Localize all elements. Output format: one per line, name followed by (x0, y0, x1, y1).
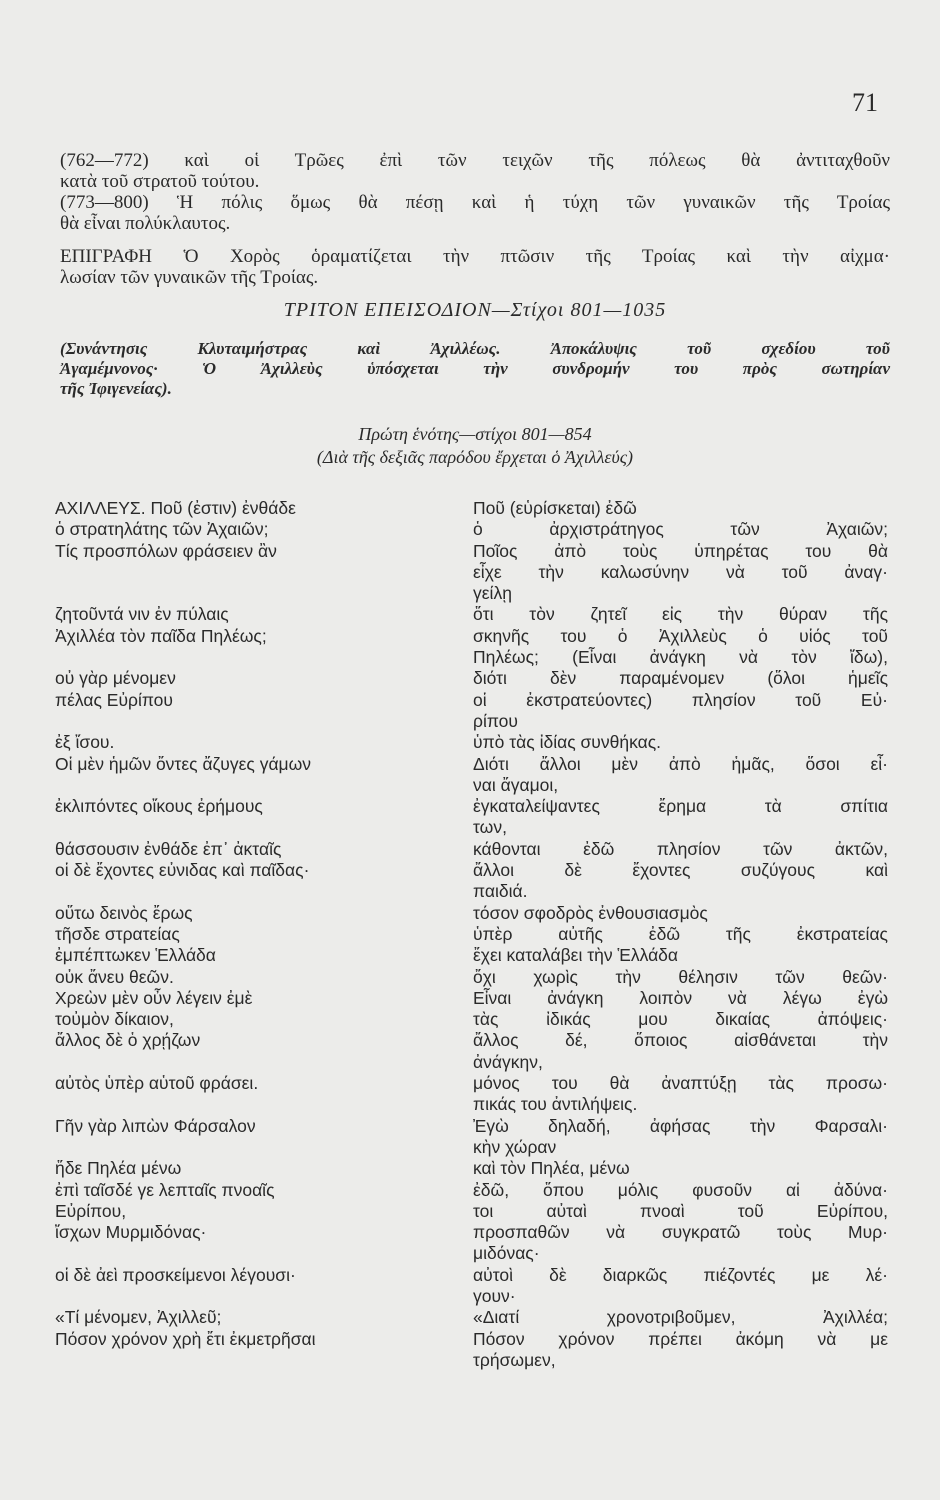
translation-line: ναι ἄγαμοι, (473, 774, 559, 795)
greek-verse-line (55, 583, 450, 604)
greek-verse-line: Πόσον χρόνον χρὴ ἔτι ἐκμετρῆσαι (55, 1328, 316, 1349)
greek-verse-line: Ἀχιλλέα τὸν παῖδα Πηλέως; (55, 625, 267, 646)
greek-verse-line: Γῆν γὰρ λιπὼν Φάρσαλον (55, 1115, 256, 1136)
translation-line: μιδόνας· (473, 1243, 540, 1264)
greek-verse-line (55, 1243, 450, 1264)
greek-verse-line: οἱ δὲ ἔχοντες εὐνιδας καὶ παῖδας· (55, 860, 310, 881)
greek-verse-line (55, 562, 450, 583)
greek-verse-line: ὁ στρατηλάτης τῶν Ἀχαιῶν; (55, 519, 269, 540)
translation-line: διότι δὲν παραμένομεν (ὅλοι ἡμεῖς (473, 668, 888, 689)
intro-line: (762—772) καὶ οἱ Τρῶες ἐπὶ τῶν τειχῶν τῆς πόλεως θὰ ἀντιταχθοῦν (60, 150, 890, 171)
translation-line: κάθονται ἐδῶ πλησίον τῶν ἀκτῶν, (473, 838, 888, 859)
translation-line: ἄλλος δέ, ὅποιος αἰσθάνεται τὴν (473, 1030, 888, 1051)
greek-verse-line (55, 775, 450, 796)
translation-line: εἶχε τὴν καλωσύνην νὰ τοῦ ἀναγ· (473, 561, 888, 582)
translation-line: σκηνῆς του ὁ Ἀχιλλεὺς ὁ υἱός τοῦ (473, 625, 888, 646)
greek-verse-line: ἐμπέπτωκεν Ἑλλάδα (55, 945, 216, 966)
greek-verse-line: «Τί μένομεν, Ἀχιλλεῦ; (55, 1307, 222, 1328)
translation-line: Εἶναι ἀνάγκη λοιπὸν νὰ λέγω ἐγὼ (473, 987, 888, 1008)
summary-line: Ἀγαμέμνονος· Ὁ Ἀχιλλεὺς ὑπόσχεται τὴν συνδρομήν του πρὸς σωτηρίαν (60, 359, 890, 378)
greek-verse-line: Εὐρίπου, (55, 1200, 127, 1221)
greek-verse-line: τῆσδε στρατείας (55, 923, 180, 944)
greek-verse-line: οὐκ ἄνευ θεῶν. (55, 966, 174, 987)
greek-verse-line (55, 1052, 450, 1073)
translation-line: προσπαθῶν νὰ συγκρατῶ τοὺς Μυρ· (473, 1222, 888, 1243)
translation-line: ἐδῶ, ὅπου μόλις φυσοῦν αἱ ἀδύνα· (473, 1179, 888, 1200)
greek-verse-line (55, 711, 450, 732)
summary-line: τῆς Ἰφιγενείας). (60, 379, 172, 398)
translation-line: Διότι ἄλλοι μὲν ἀπὸ ἡμᾶς, ὅσοι εἶ· (473, 753, 888, 774)
greek-verse-line: Χρεὼν μὲν οὖν λέγειν ἐμὲ (55, 987, 253, 1008)
original-text-column (55, 498, 450, 1350)
translation-line: ἄλλοι δὲ ἔχοντες συζύγους καὶ (473, 860, 888, 881)
translation-line: ὑπὲρ αὐτῆς ἐδῶ τῆς ἐκστρατείας (473, 923, 888, 944)
translation-line: Πόσον χρόνον πρέπει ἀκόμη νὰ με (473, 1328, 888, 1349)
greek-verse-line: οὐ γὰρ μένομεν (55, 668, 176, 689)
translation-line: τοι αὐταὶ πνοαὶ τοῦ Εὐρίπου, (473, 1200, 888, 1221)
translation-line: των, (473, 817, 507, 838)
greek-verse-line: ζητοῦντά νιν ἐν πύλαις (55, 604, 229, 625)
summary-line: (Συνάντησις Κλυταιμήστρας καὶ Ἀχιλλέως. Ἀποκάλυψις τοῦ σχεδίου τοῦ (60, 339, 890, 358)
translation-line: τρήσωμεν, (473, 1349, 556, 1370)
translation-line: «Διατί χρονοτριβοῦμεν, Ἀχιλλέα; (473, 1307, 888, 1328)
intro-line: κατὰ τοῦ στρατοῦ τούτου. (60, 171, 260, 192)
translation-line: τόσον σφοδρὸς ἐνθουσιασμὸς (473, 902, 708, 923)
intro-line: λωσίαν τῶν γυναικῶν τῆς Τροίας. (60, 267, 319, 288)
greek-verse-line: ἐκλιπόντες οἴκους ἐρήμους (55, 796, 263, 817)
translation-line: Ἐγὼ δηλαδή, ἀφήσας τὴν Φαρσαλι· (473, 1115, 888, 1136)
greek-verse-line: πέλας Εὐρίπου (55, 689, 173, 710)
translation-line: κὴν χώραν (473, 1136, 557, 1157)
translation-line: Πηλέως; (Εἶναι ἀνάγκη νὰ τὸν ἴδω), (473, 647, 888, 668)
greek-verse-line: Οἱ μὲν ἡμῶν ὄντες ἄζυγες γάμων (55, 753, 312, 774)
page-number: 71 (852, 88, 878, 117)
translation-line: Ποῖος ἀπὸ τοὺς ὑπηρέτας του θὰ (473, 540, 888, 561)
intro-line: (773—800) Ἡ πόλις ὅμως θὰ πέσῃ καὶ ἡ τύχη τῶν γυναικῶν τῆς Τροίας (60, 192, 890, 213)
unit-heading: Πρώτη ἑνότης—στίχοι 801—854 (358, 424, 592, 444)
greek-verse-line: ἐπὶ ταῖσδέ γε λεπταῖς πνοαῖς (55, 1179, 275, 1200)
greek-verse-line: ΑΧΙΛΛΕΥΣ. Ποῦ (ἐστιν) ἐνθάδε (55, 498, 296, 518)
greek-verse-line (55, 647, 450, 668)
greek-verse-line: αὐτὸς ὑπὲρ αὑτοῦ φράσει. (55, 1073, 259, 1094)
intro-block (60, 150, 890, 468)
translation-line: ἐγκαταλείψαντες ἔρημα τὰ σπίτια (473, 796, 888, 817)
greek-verse-line (55, 881, 450, 902)
translation-line: γείλῃ (473, 583, 512, 604)
greek-verse-line (55, 1094, 450, 1115)
translation-line: μόνος του θὰ ἀναπτύξῃ τὰς προσω· (473, 1073, 888, 1094)
translation-line: γουν· (473, 1285, 516, 1306)
translation-line: ὅτι τὸν ζητεῖ εἰς τὴν θύραν τῆς (473, 604, 888, 625)
intro-line: ΕΠΙΓΡΑΦΗ Ὁ Χορὸς ὁραματίζεται τὴν πτῶσιν τῆς Τροίας καὶ τὴν αἰχμα· (60, 246, 890, 267)
greek-verse-line: θάσσουσιν ἐνθάδε ἐπ᾽ ἀκταῖς (55, 838, 282, 859)
translation-line: οἱ ἐκστρατεύοντες) πλησίον τοῦ Εὐ· (473, 689, 888, 710)
translation-line: ἀνάγκην, (473, 1051, 543, 1072)
greek-verse-line (55, 1137, 450, 1158)
translation-line: καὶ τὸν Πηλέα, μένω (473, 1158, 630, 1179)
greek-verse-line: τοὐμὸν δίκαιον, (55, 1009, 174, 1030)
greek-verse-line: ἥδε Πηλέα μένω (55, 1158, 182, 1179)
translation-line: ὑπὸ τὰς ἰδίας συνθήκας. (473, 732, 662, 753)
greek-verse-line: ἐξ ἴσου. (55, 732, 115, 753)
intro-line: θὰ εἶναι πολύκλαυτος. (60, 213, 231, 234)
greek-verse-line: ἄλλος δὲ ὁ χρῄζων (55, 1030, 201, 1051)
translation-line: πικάς του ἀντιλήψεις. (473, 1094, 638, 1115)
episode-heading: ΤΡΙΤΟΝ ΕΠΕΙΣΟΔΙΟΝ—Στίχοι 801—1035 (283, 299, 667, 321)
greek-verse-line: οὕτω δεινὸς ἔρως (55, 902, 193, 923)
greek-verse-line (55, 1286, 450, 1307)
greek-verse-line: οἱ δὲ ἀεὶ προσκείμενοι λέγουσι· (55, 1264, 296, 1285)
translation-line: Ποῦ (εὑρίσκεται) ἐδῶ (473, 498, 637, 518)
translation-line: παιδιά. (473, 881, 528, 902)
unit-subheading: (Διὰ τῆς δεξιᾶς παρόδου ἔρχεται ὁ Ἀχιλλεύς) (316, 447, 634, 467)
translation-line: ρίπου (473, 710, 518, 731)
greek-verse-line (55, 817, 450, 838)
translation-line: τὰς ἰδικάς μου δικαίας ἀπόψεις· (473, 1009, 888, 1030)
translation-column (473, 498, 888, 1371)
episode-summary (60, 338, 890, 398)
greek-verse-line: ἴσχων Μυρμιδόνας· (55, 1222, 207, 1243)
translation-line: αὐτοὶ δὲ διαρκῶς πιέζοντές με λέ· (473, 1264, 888, 1285)
translation-line: ὄχι χωρὶς τὴν θέλησιν τῶν θεῶν· (473, 966, 888, 987)
greek-verse-line: Τίς προσπόλων φράσειεν ἂν (55, 540, 277, 561)
translation-line: ἔχει καταλάβει τὴν Ἑλλάδα (473, 945, 679, 966)
translation-line: ὁ ἀρχιστράτηγος τῶν Ἀχαιῶν; (473, 519, 888, 540)
